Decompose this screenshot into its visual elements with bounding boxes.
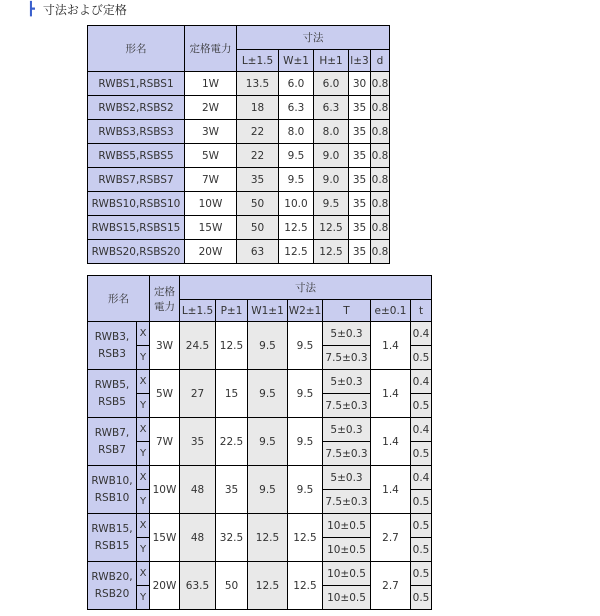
value-cell: 35 xyxy=(349,120,371,144)
variant-label: X xyxy=(137,466,150,490)
value-cell: 12.5 xyxy=(314,216,349,240)
variant-label: X xyxy=(137,514,150,538)
power-cell: 5W xyxy=(185,144,237,168)
value-cell: 50 xyxy=(237,192,279,216)
value-cell: 12.5 xyxy=(314,240,349,264)
power-cell: 10W xyxy=(150,466,180,514)
value-cell: 12.5 xyxy=(279,216,314,240)
power-cell: 3W xyxy=(150,322,180,370)
value-cell: 12.5 xyxy=(279,240,314,264)
table-row xyxy=(88,240,390,264)
value-cell: 9.0 xyxy=(314,144,349,168)
header-col: d xyxy=(371,50,390,72)
table-row xyxy=(88,216,390,240)
value-cell: 22.5 xyxy=(216,418,248,466)
table-row xyxy=(88,562,432,586)
value-cell: 48 xyxy=(180,466,216,514)
value-cell: 35 xyxy=(349,192,371,216)
power-cell: 20W xyxy=(150,562,180,610)
value-cell: 0.8 xyxy=(371,192,390,216)
value-cell: 12.5 xyxy=(248,562,288,610)
value-cell: 0.8 xyxy=(371,168,390,192)
value-cell: 63 xyxy=(237,240,279,264)
model-cell: RWB7, RSB7 xyxy=(88,418,137,466)
value-cell: 7.5±0.3 xyxy=(323,490,371,514)
value-cell: 35 xyxy=(237,168,279,192)
value-cell: 48 xyxy=(180,514,216,562)
value-cell: 9.5 xyxy=(279,168,314,192)
value-cell: 9.5 xyxy=(279,144,314,168)
table-row xyxy=(88,322,432,346)
value-cell: 9.5 xyxy=(288,418,323,466)
model-cell: RWBS2,RSBS2 xyxy=(88,96,185,120)
value-cell: 6.0 xyxy=(314,72,349,96)
model-cell: RWB5, RSB5 xyxy=(88,370,137,418)
header-power: 定格 電力 xyxy=(150,276,180,322)
power-cell: 15W xyxy=(150,514,180,562)
value-cell: 12.5 xyxy=(288,562,323,610)
header-col: H±1 xyxy=(314,50,349,72)
value-cell: 10±0.5 xyxy=(323,538,371,562)
header-col: t xyxy=(411,300,432,322)
table-row xyxy=(88,418,432,442)
header-col: L±1.5 xyxy=(180,300,216,322)
value-cell: 35 xyxy=(349,168,371,192)
power-cell: 10W xyxy=(185,192,237,216)
value-cell: 7.5±0.3 xyxy=(323,442,371,466)
power-cell: 15W xyxy=(185,216,237,240)
value-cell: 35 xyxy=(349,240,371,264)
value-cell: 0.5 xyxy=(411,586,432,610)
header-dimensions: 寸法 xyxy=(180,276,432,300)
model-cell: RWB20, RSB20 xyxy=(88,562,137,610)
header-col: l±3 xyxy=(349,50,371,72)
header-dimensions: 寸法 xyxy=(237,26,390,50)
power-cell: 1W xyxy=(185,72,237,96)
variant-label: X xyxy=(137,322,150,346)
variant-label: Y xyxy=(137,394,150,418)
dimensions-table-2 xyxy=(87,275,432,610)
value-cell: 1.4 xyxy=(371,370,411,418)
value-cell: 2.7 xyxy=(371,562,411,610)
value-cell: 1.4 xyxy=(371,466,411,514)
value-cell: 10±0.5 xyxy=(323,586,371,610)
value-cell: 13.5 xyxy=(237,72,279,96)
value-cell: 9.5 xyxy=(248,418,288,466)
value-cell: 27 xyxy=(180,370,216,418)
value-cell: 7.5±0.3 xyxy=(323,346,371,370)
model-cell: RWBS20,RSBS20 xyxy=(88,240,185,264)
value-cell: 10±0.5 xyxy=(323,514,371,538)
header-power: 定格電力 xyxy=(185,26,237,72)
table-row xyxy=(88,192,390,216)
section-heading xyxy=(27,1,127,17)
value-cell: 8.0 xyxy=(314,120,349,144)
dimensions-table-1 xyxy=(87,25,390,264)
table-row xyxy=(88,96,390,120)
variant-label: X xyxy=(137,562,150,586)
model-cell: RWBS7,RSBS7 xyxy=(88,168,185,192)
variant-label: Y xyxy=(137,538,150,562)
header-col: W2±1 xyxy=(288,300,323,322)
variant-label: X xyxy=(137,370,150,394)
value-cell: 22 xyxy=(237,144,279,168)
value-cell: 8.0 xyxy=(279,120,314,144)
value-cell: 9.5 xyxy=(248,322,288,370)
model-cell: RWB10, RSB10 xyxy=(88,466,137,514)
table-row xyxy=(88,120,390,144)
header-col: W1±1 xyxy=(248,300,288,322)
value-cell: 24.5 xyxy=(180,322,216,370)
value-cell: 0.8 xyxy=(371,144,390,168)
value-cell: 12.5 xyxy=(216,322,248,370)
model-cell: RWB15, RSB15 xyxy=(88,514,137,562)
value-cell: 9.5 xyxy=(248,370,288,418)
value-cell: 0.5 xyxy=(411,394,432,418)
value-cell: 35 xyxy=(180,418,216,466)
value-cell: 5±0.3 xyxy=(323,466,371,490)
header-col: L±1.5 xyxy=(237,50,279,72)
value-cell: 35 xyxy=(349,144,371,168)
value-cell: 1.4 xyxy=(371,418,411,466)
value-cell: 1.4 xyxy=(371,322,411,370)
value-cell: 6.3 xyxy=(314,96,349,120)
value-cell: 32.5 xyxy=(216,514,248,562)
value-cell: 35 xyxy=(349,216,371,240)
value-cell: 10.0 xyxy=(279,192,314,216)
value-cell: 9.5 xyxy=(288,466,323,514)
header-model: 形名 xyxy=(88,26,185,72)
variant-label: X xyxy=(137,418,150,442)
section-title: 寸法および定格 xyxy=(42,2,127,17)
power-cell: 7W xyxy=(150,418,180,466)
header-col: T xyxy=(323,300,371,322)
table-row xyxy=(88,370,432,394)
value-cell: 0.8 xyxy=(371,72,390,96)
value-cell: 35 xyxy=(216,466,248,514)
table-row xyxy=(88,168,390,192)
value-cell: 0.5 xyxy=(411,346,432,370)
variant-label: Y xyxy=(137,490,150,514)
model-cell: RWBS15,RSBS15 xyxy=(88,216,185,240)
value-cell: 0.4 xyxy=(411,466,432,490)
value-cell: 30 xyxy=(349,72,371,96)
model-cell: RWBS3,RSBS3 xyxy=(88,120,185,144)
table-row xyxy=(88,466,432,490)
value-cell: 22 xyxy=(237,120,279,144)
value-cell: 35 xyxy=(349,96,371,120)
value-cell: 5±0.3 xyxy=(323,418,371,442)
header-col: e±0.1 xyxy=(371,300,411,322)
model-cell: RWBS5,RSBS5 xyxy=(88,144,185,168)
value-cell: 7.5±0.3 xyxy=(323,394,371,418)
heading-marker-icon: ┣ xyxy=(27,1,35,17)
header-col: P±1 xyxy=(216,300,248,322)
value-cell: 5±0.3 xyxy=(323,322,371,346)
model-cell: RWBS1,RSBS1 xyxy=(88,72,185,96)
value-cell: 2.7 xyxy=(371,514,411,562)
value-cell: 0.5 xyxy=(411,538,432,562)
value-cell: 10±0.5 xyxy=(323,562,371,586)
value-cell: 6.3 xyxy=(279,96,314,120)
value-cell: 0.5 xyxy=(411,514,432,538)
power-cell: 2W xyxy=(185,96,237,120)
value-cell: 0.4 xyxy=(411,370,432,394)
value-cell: 15 xyxy=(216,370,248,418)
value-cell: 5±0.3 xyxy=(323,370,371,394)
variant-label: Y xyxy=(137,586,150,610)
value-cell: 0.5 xyxy=(411,562,432,586)
value-cell: 0.8 xyxy=(371,96,390,120)
model-cell: RWBS10,RSBS10 xyxy=(88,192,185,216)
value-cell: 9.0 xyxy=(314,168,349,192)
value-cell: 0.4 xyxy=(411,418,432,442)
table-row xyxy=(88,144,390,168)
table-row xyxy=(88,72,390,96)
model-cell: RWB3, RSB3 xyxy=(88,322,137,370)
value-cell: 9.5 xyxy=(314,192,349,216)
value-cell: 63.5 xyxy=(180,562,216,610)
power-cell: 3W xyxy=(185,120,237,144)
power-cell: 5W xyxy=(150,370,180,418)
table-row xyxy=(88,514,432,538)
value-cell: 12.5 xyxy=(288,514,323,562)
value-cell: 0.5 xyxy=(411,490,432,514)
power-cell: 7W xyxy=(185,168,237,192)
header-col: W±1 xyxy=(279,50,314,72)
value-cell: 0.8 xyxy=(371,216,390,240)
value-cell: 12.5 xyxy=(248,514,288,562)
value-cell: 18 xyxy=(237,96,279,120)
value-cell: 6.0 xyxy=(279,72,314,96)
value-cell: 0.5 xyxy=(411,442,432,466)
header-model: 形名 xyxy=(88,276,150,322)
variant-label: Y xyxy=(137,346,150,370)
value-cell: 50 xyxy=(237,216,279,240)
value-cell: 0.8 xyxy=(371,120,390,144)
variant-label: Y xyxy=(137,442,150,466)
value-cell: 9.5 xyxy=(248,466,288,514)
value-cell: 9.5 xyxy=(288,322,323,370)
value-cell: 50 xyxy=(216,562,248,610)
power-cell: 20W xyxy=(185,240,237,264)
value-cell: 0.4 xyxy=(411,322,432,346)
value-cell: 9.5 xyxy=(288,370,323,418)
value-cell: 0.8 xyxy=(371,240,390,264)
